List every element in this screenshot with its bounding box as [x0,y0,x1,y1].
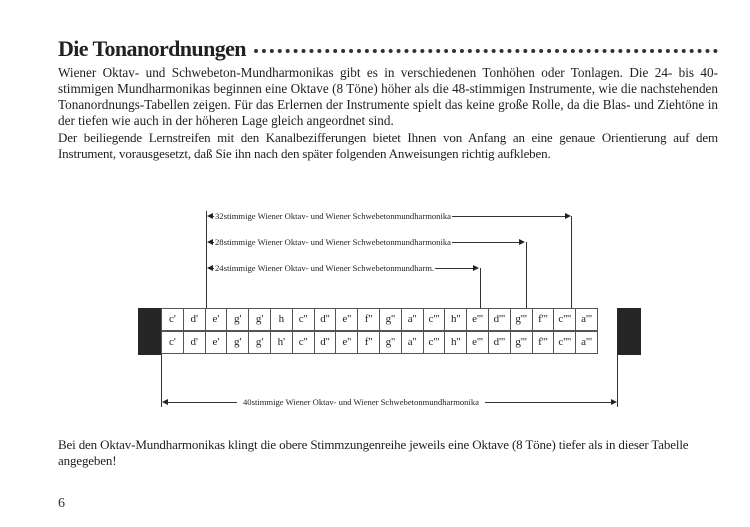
note-cell: c'' [292,308,315,331]
top-reed-row [161,308,598,331]
page-number: 6 [58,496,65,511]
note-cell: g' [226,308,249,331]
note-cell: a'' [401,308,424,331]
note-cell: g''' [510,308,533,331]
range-28-label: 28stimmige Wiener Oktav- und Wiener Schwebetonmundharmonika [215,237,451,247]
note-cell: a''' [575,331,598,354]
range-28-end-line [526,242,527,308]
note-cell: e'' [335,331,358,354]
bottom-reed-row [161,331,598,354]
range-24-end-line [480,268,481,308]
arrow-right-icon [519,239,525,245]
note-cell: d' [183,308,206,331]
note-cell: g' [248,308,271,331]
note-cell: c''' [423,331,446,354]
note-cell: h [270,308,293,331]
note-cell: c' [161,331,184,354]
note-cell: d'' [314,331,337,354]
note-cell: a''' [575,308,598,331]
note-cell: g' [226,331,249,354]
learning-strip-paragraph: Der beiliegende Lernstreifen mit den Kanalbezifferungen bietet Ihnen von Anfang an eine genaue Orientierung auf dem Instrument, vorausgesetzt, daß Sie ihn nach den später folgenden Anweisungen richtig aufkleben. [58,130,718,161]
arrow-right-icon [611,399,617,405]
note-cell: d'' [314,308,337,331]
harmonica-end-right [617,308,641,355]
range-start-line [206,211,207,308]
note-cell: g''' [510,331,533,354]
note-cell: h'' [444,308,467,331]
note-cell: d''' [488,308,511,331]
note-cell: c''' [423,308,446,331]
intro-paragraph: Wiener Oktav- und Schwebeton-Mundharmonikas gibt es in verschiedenen Tonhöhen oder Tonlagen. Die 24- bis 40-stimmigen Mundharmonikas beginnen eine Oktave (8 Töne) höher als die 48-stimmigen Instrumente, wie die nachstehenden Tonanordnungs-Tabellen zeigen. Für das Erlernen der Instrumente spielt das keine große Rolle, da die Blas- und Ziehtöne in der tiefen wie auch in der höheren Lage gleich angeordnet sind. [58,65,718,128]
note-cell: h'' [444,331,467,354]
note-cell: g' [248,331,271,354]
note-cell: f'' [357,331,380,354]
note-cell: c'''' [553,308,576,331]
note-cell: h' [270,331,293,354]
note-cell: g'' [379,331,402,354]
note-cell: d''' [488,331,511,354]
arrow-right-icon [473,265,479,271]
note-cell: e''' [466,331,489,354]
harmonica-end-left [138,308,161,355]
range-40-label: 40stimmige Wiener Oktav- und Wiener Schwebetonmundharmonika [237,397,485,407]
note-cell: f'' [357,308,380,331]
range-32-end-line [571,216,572,308]
note-cell: a'' [401,331,424,354]
note-cell: e''' [466,308,489,331]
octave-note-paragraph: Bei den Oktav-Mundharmonikas klingt die obere Stimmzungenreihe jeweils eine Oktave (8 Töne) tiefer als in dieser Tabelle angegeben! [58,437,689,468]
note-cell: e'' [335,308,358,331]
note-cell: e' [205,308,228,331]
note-cell: c'''' [553,331,576,354]
range-32-label: 32stimmige Wiener Oktav- und Wiener Schwebetonmundharmonika [215,211,451,221]
note-cell: f''' [532,331,555,354]
note-cell: g'' [379,308,402,331]
note-cell: c' [161,308,184,331]
note-cell: d' [183,331,206,354]
page-title: Die Tonanordnungen [58,36,246,61]
range-24-label: 24stimmige Wiener Oktav- und Wiener Schwebetonmundharm. [215,263,435,273]
note-cell: c'' [292,331,315,354]
range-40-end-line [617,354,618,407]
note-cell: f''' [532,308,555,331]
note-cell: e' [205,331,228,354]
